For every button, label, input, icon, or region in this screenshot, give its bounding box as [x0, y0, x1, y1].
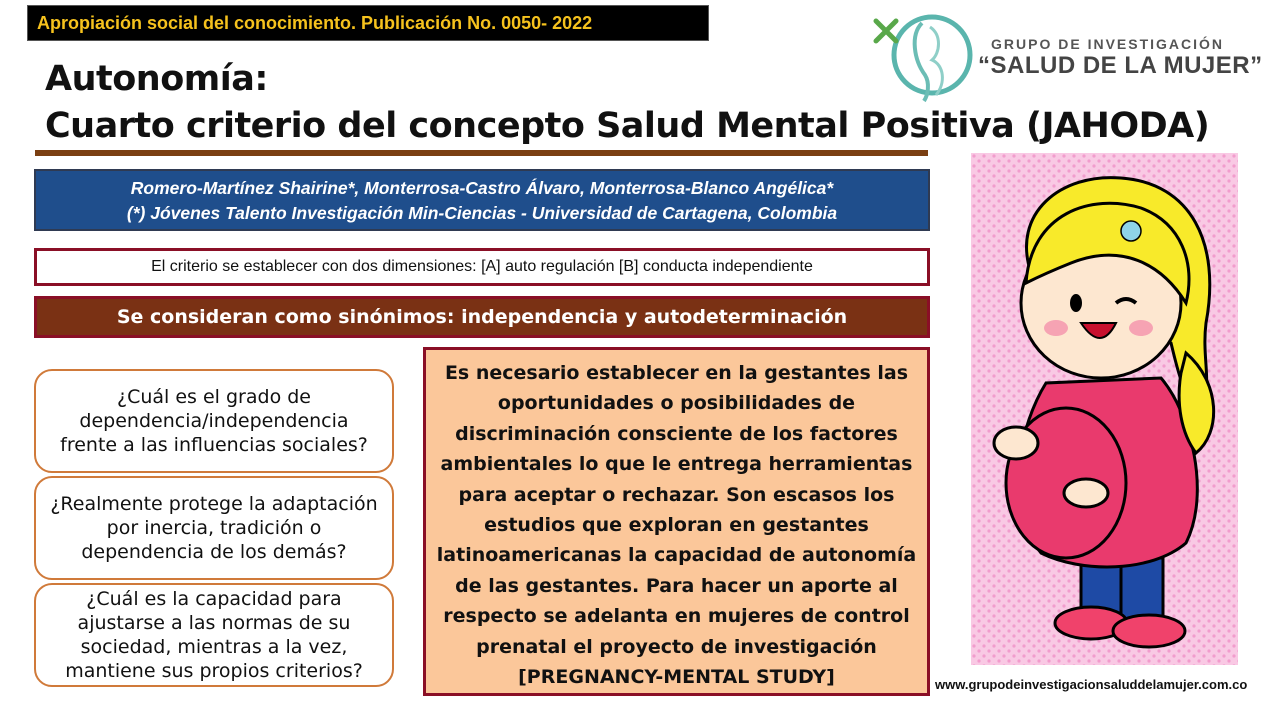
question-text: ¿Cuál es la capacidad para ajustarse a las normas de su sociedad, mientras a la vez, mantiene sus propios criterios?: [65, 588, 363, 682]
criteria-text: El criterio se establecer con dos dimensiones: [A] auto regulación [B] conducta independiente: [151, 258, 813, 275]
title-divider: [35, 150, 928, 156]
author-names: Romero-Martínez Shairine*, Monterrosa-Castro Álvaro, Monterrosa-Blanco Angélica*: [130, 178, 834, 198]
title-line-2: Cuarto criterio del concepto Salud Mental Positiva (JAHODA): [45, 106, 1210, 146]
pregnant-woman-logo-icon: [870, 5, 980, 105]
question-box-1: [34, 369, 394, 473]
main-text-box: [423, 347, 930, 696]
authors-box: [34, 169, 930, 231]
logo-name: “SALUD DE LA MUJER”: [978, 52, 1263, 79]
criteria-box: [34, 248, 930, 286]
question-text: ¿Realmente protege la adaptación por inercia, tradición o dependencia de los demás?: [50, 493, 378, 563]
website-url: www.grupodeinvestigacionsaluddelamujer.com.co: [935, 677, 1248, 692]
title-line-1: Autonomía:: [45, 59, 268, 99]
synonyms-box: [34, 296, 930, 338]
question-text: ¿Cuál es el grado de dependencia/independencia frente a las influencias sociales?: [60, 386, 368, 456]
synonyms-text: Se consideran como sinónimos: independencia y autodeterminación: [116, 306, 848, 328]
pregnant-cartoon-illustration: [971, 153, 1238, 665]
publication-banner: [27, 5, 709, 41]
main-text: Es necesario establecer en la gestantes las oportunidades o posibilidades de discriminación consciente de los factores ambientales lo que le entrega herramientas para aceptar o rechazar. Son escasos los estudios que exploran en gestantes latinoamericanas la capacidad de autonomía de las gestantes. Para hacer un aporte al respecto se adelanta en mujeres de control prenatal el proyecto de investigación [PREGNANCY-MENTAL STUDY]: [436, 362, 917, 689]
publication-text: Apropiación social del conocimiento. Publicación No. 0050- 2022: [37, 12, 593, 33]
question-box-3: [34, 583, 394, 687]
question-box-2: [34, 476, 394, 580]
logo-subtitle: GRUPO DE INVESTIGACIÓN: [991, 36, 1225, 52]
author-affiliation: (*) Jóvenes Talento Investigación Min-Ciencias - Universidad de Cartagena, Colombia: [126, 203, 838, 223]
